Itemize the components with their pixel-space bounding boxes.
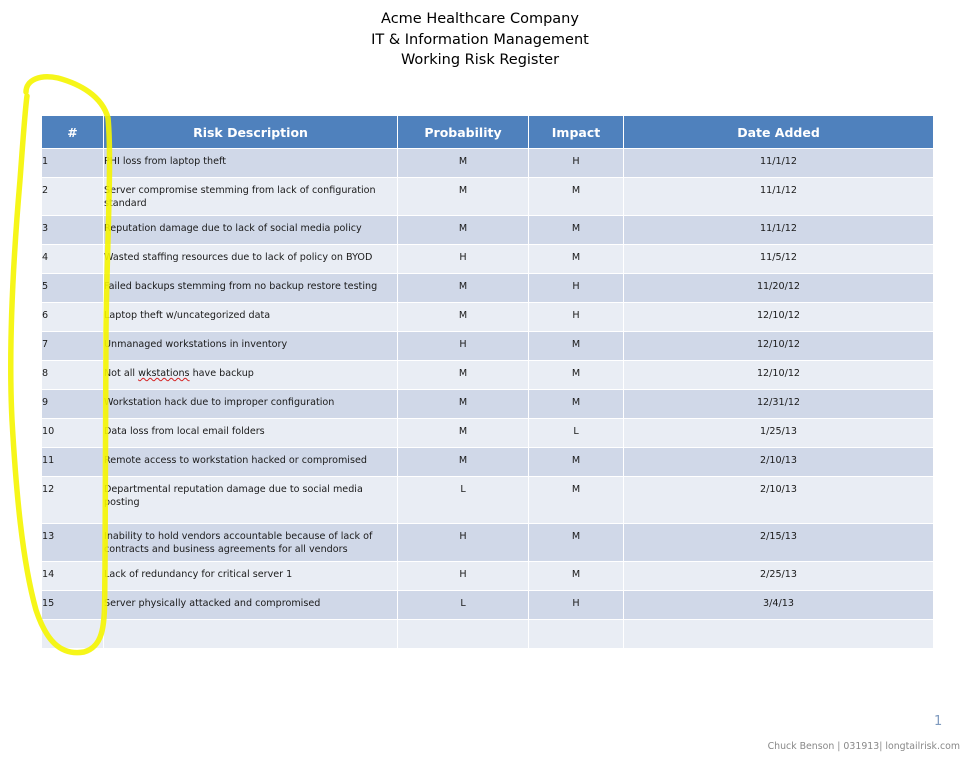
cell-date: 12/10/12 xyxy=(624,332,934,361)
cell-date: 2/10/13 xyxy=(624,448,934,477)
table-row xyxy=(42,245,934,274)
cell-impact: M xyxy=(529,245,624,274)
cell-empty xyxy=(42,620,104,649)
cell-impact: M xyxy=(529,524,624,562)
cell-number: 5 xyxy=(42,274,104,303)
table-row xyxy=(42,591,934,620)
cell-description: Lack of redundancy for critical server 1 xyxy=(104,562,398,591)
table-header-row xyxy=(42,116,934,149)
description-text: have backup xyxy=(189,368,254,379)
cell-empty xyxy=(529,620,624,649)
cell-description: Failed backups stemming from no backup restore testing xyxy=(104,274,398,303)
cell-description: PHI loss from laptop theft xyxy=(104,149,398,178)
title-document: Working Risk Register xyxy=(400,52,560,68)
cell-date: 1/25/13 xyxy=(624,419,934,448)
cell-probability: M xyxy=(398,419,529,448)
cell-empty xyxy=(624,620,934,649)
table-row xyxy=(42,216,934,245)
cell-impact: H xyxy=(529,274,624,303)
cell-probability: H xyxy=(398,524,529,562)
cell-description: Departmental reputation damage due to social media posting xyxy=(104,477,398,524)
cell-impact: M xyxy=(529,216,624,245)
cell-probability: H xyxy=(398,562,529,591)
table-row xyxy=(42,562,934,591)
cell-description xyxy=(104,361,398,390)
cell-description: Laptop theft w/uncategorized data xyxy=(104,303,398,332)
cell-description: Wasted staffing resources due to lack of policy on BYOD xyxy=(104,245,398,274)
cell-date: 2/15/13 xyxy=(624,524,934,562)
cell-impact: M xyxy=(529,477,624,524)
cell-number: 4 xyxy=(42,245,104,274)
cell-description: Server compromise stemming from lack of configuration standard xyxy=(104,178,398,216)
cell-date: 11/20/12 xyxy=(624,274,934,303)
cell-impact: H xyxy=(529,303,624,332)
cell-probability: H xyxy=(398,245,529,274)
cell-date: 11/5/12 xyxy=(624,245,934,274)
cell-impact: H xyxy=(529,149,624,178)
cell-probability: M xyxy=(398,361,529,390)
cell-empty xyxy=(104,620,398,649)
cell-impact: L xyxy=(529,419,624,448)
cell-description: Reputation damage due to lack of social media policy xyxy=(104,216,398,245)
title-department: IT & Information Management xyxy=(371,31,589,48)
cell-number: 10 xyxy=(42,419,104,448)
cell-impact: M xyxy=(529,178,624,216)
cell-number: 8 xyxy=(42,361,104,390)
page-number: 1 xyxy=(934,714,943,729)
cell-probability: H xyxy=(398,332,529,361)
footer-credit: Chuck Benson | 031913| longtailrisk.com xyxy=(767,741,960,752)
cell-impact: M xyxy=(529,361,624,390)
cell-number: 1 xyxy=(42,149,104,178)
cell-probability: M xyxy=(398,303,529,332)
cell-date: 11/1/12 xyxy=(624,149,934,178)
cell-probability: L xyxy=(398,591,529,620)
risk-register-table xyxy=(41,115,934,649)
cell-impact: M xyxy=(529,390,624,419)
table-row xyxy=(42,149,934,178)
table-row-empty xyxy=(42,620,934,649)
cell-description: Server physically attacked and compromised xyxy=(104,591,398,620)
cell-description: Inability to hold vendors accountable because of lack of contracts and business agreements for all vendors xyxy=(104,524,398,562)
cell-empty xyxy=(398,620,529,649)
cell-probability: L xyxy=(398,477,529,524)
cell-number: 12 xyxy=(42,477,104,524)
document-title xyxy=(0,9,960,71)
cell-number: 3 xyxy=(42,216,104,245)
cell-date: 3/4/13 xyxy=(624,591,934,620)
cell-number: 7 xyxy=(42,332,104,361)
cell-number: 2 xyxy=(42,178,104,216)
cell-impact: M xyxy=(529,562,624,591)
cell-date: 11/1/12 xyxy=(624,178,934,216)
cell-probability: M xyxy=(398,390,529,419)
cell-number: 9 xyxy=(42,390,104,419)
cell-date: 12/31/12 xyxy=(624,390,934,419)
header-date-added: Date Added xyxy=(624,116,934,149)
cell-date: 11/1/12 xyxy=(624,216,934,245)
cell-number: 14 xyxy=(42,562,104,591)
cell-number: 11 xyxy=(42,448,104,477)
table-row xyxy=(42,524,934,562)
title-company: Acme Healthcare Company xyxy=(381,11,579,27)
table-row xyxy=(42,178,934,216)
table-row xyxy=(42,274,934,303)
table-row xyxy=(42,477,934,524)
table-row xyxy=(42,361,934,390)
cell-number: 15 xyxy=(42,591,104,620)
cell-date: 12/10/12 xyxy=(624,361,934,390)
cell-impact: H xyxy=(529,591,624,620)
cell-date: 2/10/13 xyxy=(624,477,934,524)
header-probability: Probability xyxy=(398,116,529,149)
cell-date: 2/25/13 xyxy=(624,562,934,591)
table-row xyxy=(42,303,934,332)
cell-probability: M xyxy=(398,149,529,178)
table-row xyxy=(42,332,934,361)
cell-probability: M xyxy=(398,448,529,477)
cell-impact: M xyxy=(529,448,624,477)
cell-impact: M xyxy=(529,332,624,361)
header-number: # xyxy=(42,116,104,149)
cell-probability: M xyxy=(398,178,529,216)
cell-date: 12/10/12 xyxy=(624,303,934,332)
table-row xyxy=(42,419,934,448)
cell-description: Unmanaged workstations in inventory xyxy=(104,332,398,361)
spellcheck-flagged-word: wkstations xyxy=(138,368,190,379)
table-row xyxy=(42,390,934,419)
cell-description: Workstation hack due to improper configuration xyxy=(104,390,398,419)
description-text: Not all xyxy=(104,368,139,379)
cell-description: Data loss from local email folders xyxy=(104,419,398,448)
cell-probability: M xyxy=(398,274,529,303)
header-risk-description: Risk Description xyxy=(104,116,398,149)
cell-number: 6 xyxy=(42,303,104,332)
table-row xyxy=(42,448,934,477)
cell-description: Remote access to workstation hacked or compromised xyxy=(104,448,398,477)
cell-number: 13 xyxy=(42,524,104,562)
cell-probability: M xyxy=(398,216,529,245)
header-impact: Impact xyxy=(529,116,624,149)
